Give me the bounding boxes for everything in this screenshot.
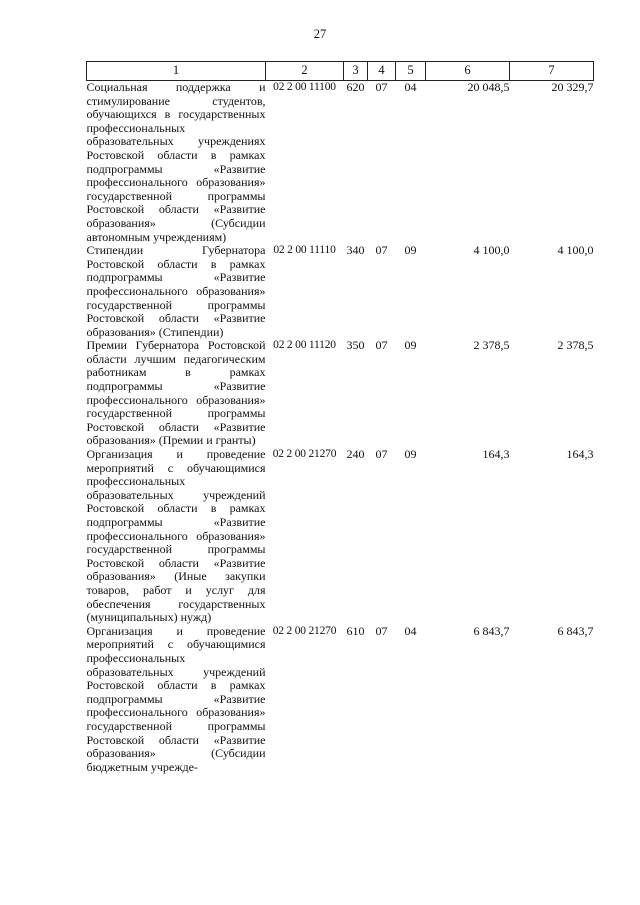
column-header: 6 xyxy=(426,62,510,81)
section-code: 07 xyxy=(375,338,388,353)
table-header-row xyxy=(87,62,594,81)
amount-col6: 4 100,0 xyxy=(473,243,510,258)
amount-col7: 20 329,7 xyxy=(551,80,594,94)
column-header: 5 xyxy=(396,62,426,81)
amount-col6: 20 048,5 xyxy=(467,80,510,94)
section-code: 07 xyxy=(375,447,388,462)
row-description: Организация и проведение мероприятий с обучающимися профессиональных образовательных учреждений Ростовской области в рамках подпрограммы «Развитие профессионального образования» государственной программы Ростовской области «Развитие образования» (Иные закупки товаров, работ и услуг для обеспечения государственных (муниципальных) нужд) xyxy=(86,447,266,625)
amount-col7: 4 100,0 xyxy=(557,243,594,258)
target-article-code: 02 2 00 11100 xyxy=(273,81,336,93)
row-description: Социальная поддержка и стимулирование студентов, обучающихся в государственных профессиональных образовательных учреждениях Ростовской области в рамках подпрограммы «Развитие профессионального образования» государственной программы Ростовской области «Развитие образования» (Субсидии автономным учреждениям) xyxy=(86,80,266,244)
table-row xyxy=(87,339,594,448)
amount-col6: 6 843,7 xyxy=(473,623,510,638)
section-code: 07 xyxy=(375,80,388,94)
page-number: 27 xyxy=(313,27,327,41)
column-header: 1 xyxy=(87,62,266,81)
subsection-code: 09 xyxy=(404,338,417,353)
amount-col7: 6 843,7 xyxy=(557,623,594,638)
budget-table xyxy=(86,61,594,774)
column-header: 3 xyxy=(344,62,368,81)
column-header: 7 xyxy=(510,62,594,81)
target-article-code: 02 2 00 21270 xyxy=(272,624,337,637)
row-description: Стипендии Губернатора Ростовской области в рамках подпрограммы «Развитие профессионального образования» государственной программы Ростовской области «Развитие образования» (Стипендии) xyxy=(86,243,266,339)
expense-type-code: 620 xyxy=(346,80,365,94)
subsection-code: 04 xyxy=(404,623,417,638)
table-row xyxy=(87,448,594,625)
amount-col7: 2 378,5 xyxy=(557,338,594,353)
expense-type-code: 240 xyxy=(346,447,365,462)
section-code: 07 xyxy=(375,243,388,258)
table-row xyxy=(87,244,594,339)
row-description: Премии Губернатора Ростовской области лучшим педагогическим работникам в рамках подпрограммы «Развитие профессионального образования» государственной программы Ростовской области «Развитие образования» (Премии и гранты) xyxy=(86,338,266,448)
target-article-code: 02 2 00 21270 xyxy=(272,448,337,461)
column-header: 4 xyxy=(368,62,396,81)
row-description: Организация и проведение мероприятий с обучающимися профессиональных образовательных учреждений Ростовской области в рамках подпрограммы «Развитие профессионального образования» государственной программы Ростовской области «Развитие образования» (Субсидии бюджетным учрежде- xyxy=(86,623,266,774)
table-row xyxy=(87,81,594,245)
subsection-code: 09 xyxy=(404,243,417,258)
expense-type-code: 610 xyxy=(346,623,365,638)
subsection-code: 04 xyxy=(404,80,417,94)
target-article-code: 02 2 00 11120 xyxy=(273,339,336,352)
table-row xyxy=(87,625,594,775)
subsection-code: 09 xyxy=(404,447,417,462)
column-header: 2 xyxy=(266,62,344,81)
target-article-code: 02 2 00 11110 xyxy=(273,244,336,257)
amount-col7: 164,3 xyxy=(566,447,594,462)
expense-type-code: 350 xyxy=(346,338,365,353)
amount-col6: 164,3 xyxy=(482,447,510,462)
section-code: 07 xyxy=(375,623,388,638)
amount-col6: 2 378,5 xyxy=(473,338,510,353)
expense-type-code: 340 xyxy=(346,243,365,258)
